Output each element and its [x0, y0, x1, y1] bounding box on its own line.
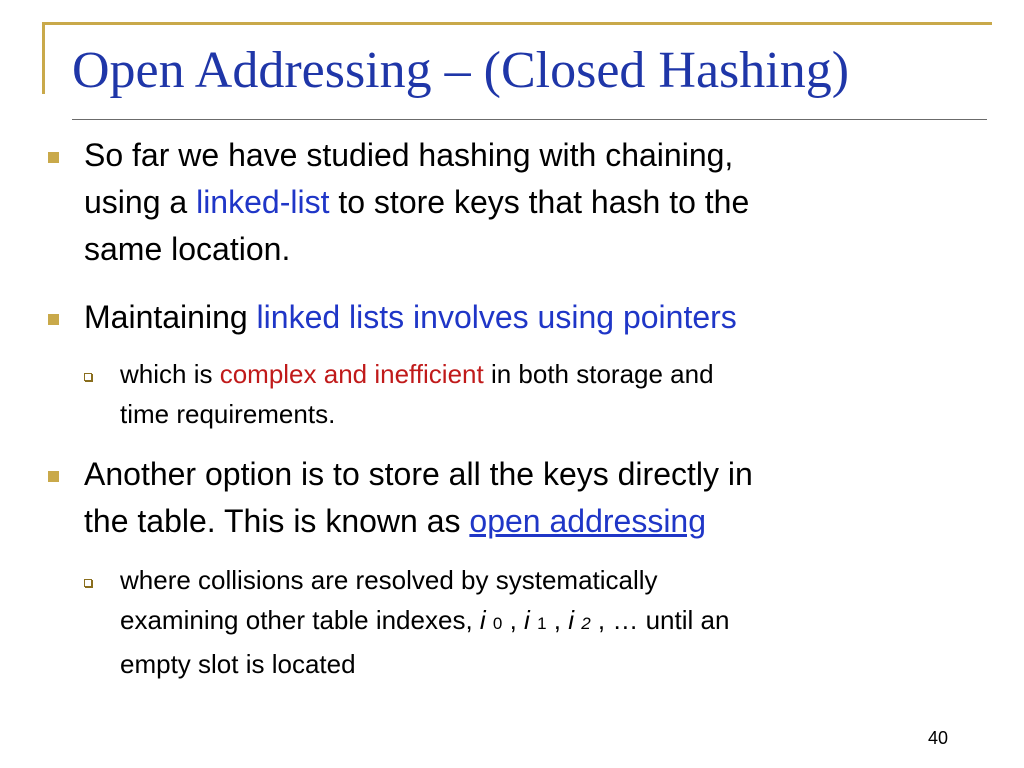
sub-line: time requirements. — [120, 399, 336, 429]
bullet-pointers — [84, 294, 737, 341]
text: examining other table indexes, — [120, 605, 480, 635]
sub-bullet-marker — [84, 373, 92, 381]
bullet-line: same location. — [84, 231, 291, 267]
bullet-line — [84, 498, 753, 545]
bullet-marker — [48, 471, 59, 482]
bullet-marker — [48, 152, 59, 163]
sub-bullet-collisions — [120, 560, 729, 684]
index-subscript: 0 — [492, 614, 503, 633]
sub-line — [120, 354, 714, 394]
title-rule — [72, 119, 987, 120]
text: which is — [120, 359, 220, 389]
slide-frame-vertical — [42, 22, 45, 94]
bullet-line: So far we have studied hashing with chaining, — [84, 137, 734, 173]
text: , … until an — [590, 605, 730, 635]
open-addressing-link[interactable]: open addressing — [469, 503, 707, 539]
sub-line: where collisions are resolved by systematically — [120, 565, 658, 595]
bullet-marker — [48, 314, 59, 325]
bullet-line — [84, 179, 749, 226]
slide-title: Open Addressing – (Closed Hashing) — [72, 42, 850, 99]
page-number: 40 — [928, 728, 949, 748]
text: , — [546, 605, 569, 635]
text: , — [502, 605, 525, 635]
index-symbol: i — [479, 605, 486, 635]
bullet-chaining — [84, 132, 749, 273]
highlight-pointers: linked lists involves using pointers — [256, 299, 737, 335]
sub-bullet-marker — [84, 579, 92, 587]
sub-bullet-complex — [120, 354, 714, 434]
index-symbol: i — [524, 605, 530, 635]
text: using a — [84, 184, 197, 220]
text: the table. This is known as — [84, 503, 470, 539]
index-symbol: i — [568, 605, 574, 635]
index-subscript: 2 — [581, 614, 591, 633]
highlight-linked-list: linked-list — [196, 184, 330, 220]
bullet-open-addressing — [84, 451, 753, 545]
highlight-complex: complex and inefficient — [219, 359, 484, 389]
bullet-line: Another option is to store all the keys directly in — [84, 456, 753, 492]
sub-line: empty slot is located — [120, 649, 356, 679]
text: to store keys that hash to the — [329, 184, 750, 220]
text: in both storage and — [483, 359, 714, 389]
text: Maintaining — [84, 299, 257, 335]
sub-line — [120, 600, 729, 644]
slide-frame-horizontal — [42, 22, 992, 25]
bullet-line — [84, 294, 737, 341]
index-subscript: 1 — [537, 614, 547, 633]
